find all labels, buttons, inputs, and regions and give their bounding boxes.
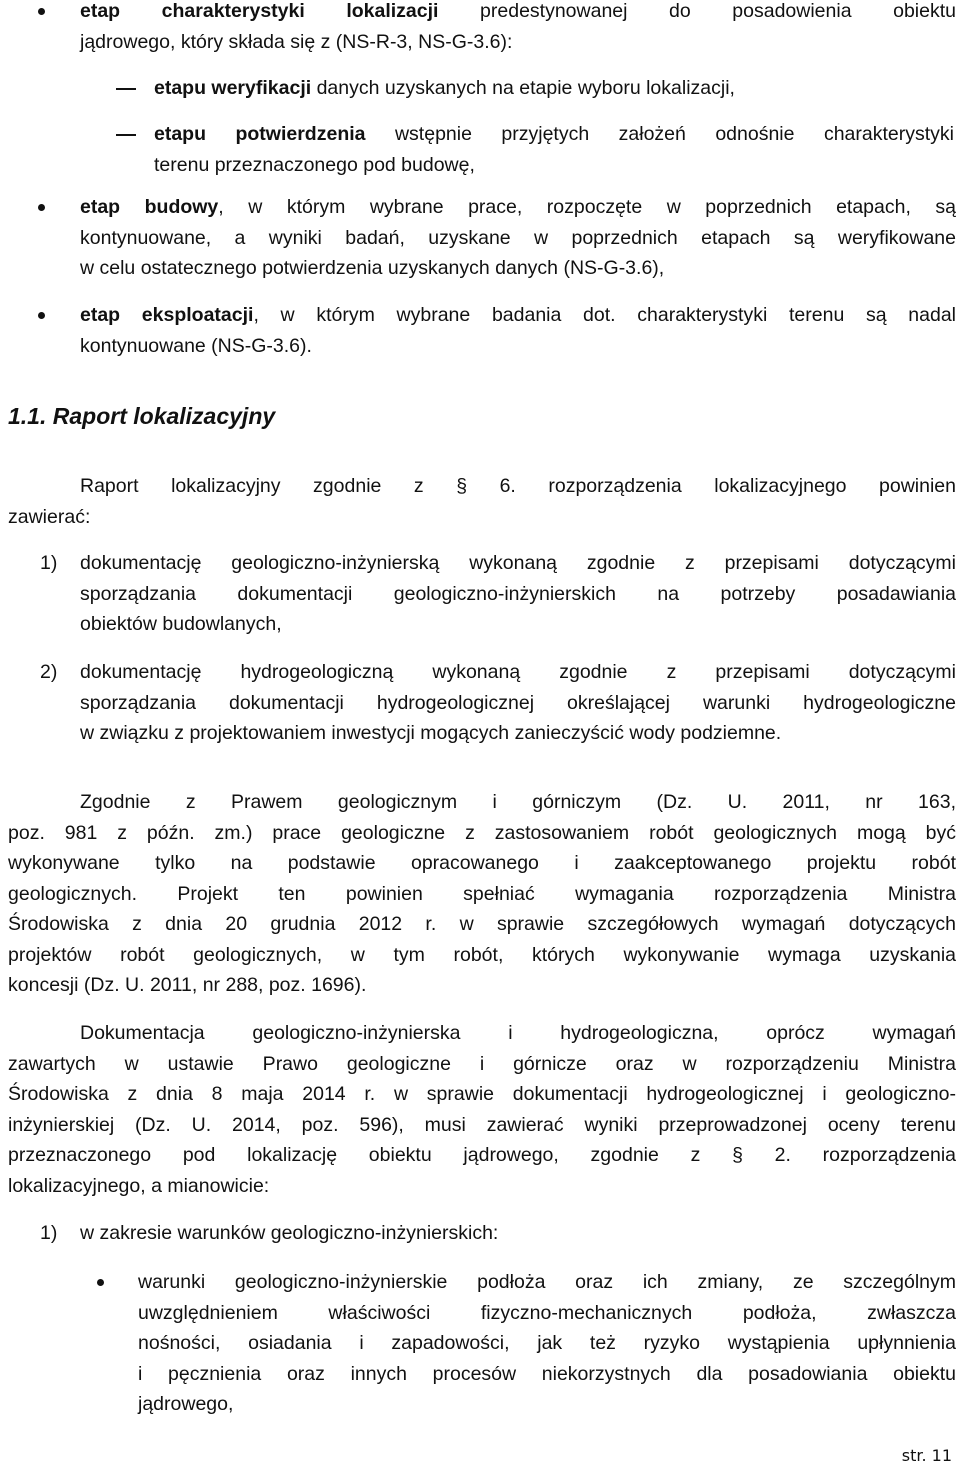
list-item bbox=[80, 548, 956, 640]
text-line: dokumentację hydrogeologiczną wykonaną zgodnie z przepisami dotyczącymi bbox=[80, 661, 956, 683]
bold-term: etapu weryfikacji bbox=[154, 77, 312, 99]
text-line: uwzględnieniem właściwości fizyczno-mechanicznych podłoża, zwłaszcza bbox=[138, 1301, 956, 1324]
list-item bbox=[154, 73, 954, 104]
text-line: Raport lokalizacyjny zgodnie z § 6. rozporządzenia lokalizacyjnego powinien bbox=[80, 475, 956, 497]
text-line: kontynuowane, a wyniki badań, uzyskane w poprzednich etapach są weryfikowane bbox=[80, 226, 956, 249]
dash-icon bbox=[116, 88, 136, 90]
intro-paragraph bbox=[8, 471, 956, 532]
bullet-icon bbox=[38, 312, 45, 319]
text-line: poz. 981 z późn. zm.) prace geologiczne z zastosowaniem robót geologicznych mogą być bbox=[8, 821, 956, 844]
text-line: jądrowego, bbox=[138, 1393, 234, 1415]
text-line: sporządzania dokumentacji geologiczno-inżynierskich na potrzeby posadawiania bbox=[80, 582, 956, 605]
text-line: terenu przeznaczonego pod budowę, bbox=[154, 153, 475, 176]
paragraph bbox=[8, 1018, 956, 1201]
text-line: Środowiska z dnia 20 grudnia 2012 r. w sprawie szczegółowych wymagań dotyczących bbox=[8, 913, 956, 935]
bold-term: etapu potwierdzenia bbox=[154, 123, 366, 145]
text-line: Dokumentacja geologiczno-inżynierska i hydrogeologiczna, oprócz wymagań bbox=[80, 1022, 956, 1044]
text-line: predestynowanej do posadowienia obiektu bbox=[438, 0, 956, 22]
text-line: w związku z projektowaniem inwestycji mogących zanieczyścić wody podziemne. bbox=[80, 722, 782, 744]
dash-icon bbox=[116, 134, 136, 136]
list-item bbox=[80, 192, 956, 284]
text-line: danych uzyskanych na etapie wyboru lokalizacji, bbox=[311, 77, 735, 99]
list-item bbox=[154, 119, 954, 180]
text-line: wstępnie przyjętych założeń odnośnie charakterystyki bbox=[365, 123, 954, 145]
section-heading: 1.1. Raport lokalizacyjny bbox=[8, 403, 276, 429]
list-item bbox=[80, 0, 956, 57]
text-line: dokumentację geologiczno-inżynierską wykonaną zgodnie z przepisami dotyczącymi bbox=[80, 552, 956, 574]
text-line: , w którym wybrane badania dot. charakterystyki terenu są nadal bbox=[253, 304, 956, 326]
list-item bbox=[80, 300, 956, 361]
text-line: sporządzania dokumentacji hydrogeologicznej określającej warunki hydrogeologiczne bbox=[80, 691, 956, 714]
text-line: jądrowego, który składa się z (NS-R-3, NS-G-3.6): bbox=[80, 30, 513, 53]
bold-term: etap charakterystyki lokalizacji bbox=[80, 0, 439, 22]
text-line: warunki geologiczno-inżynierskie podłoża oraz ich zmiany, ze szczególnym bbox=[138, 1271, 956, 1293]
list-number: 2) bbox=[40, 661, 58, 683]
text-line: wykonywane tylko na podstawie opracowanego i zaakceptowanego projektu robót bbox=[8, 852, 956, 874]
text-line: i pęcznienia oraz innych procesów niekorzystnych dla posadowiania obiektu bbox=[138, 1362, 956, 1385]
text-line: geologicznych. Projekt ten powinien spełniać wymagania rozporządzenia Ministra bbox=[8, 882, 956, 905]
bold-term: etap budowy bbox=[80, 196, 219, 218]
text-line: obiektów budowlanych, bbox=[80, 613, 282, 635]
list-item bbox=[138, 1267, 956, 1420]
text-line: Środowiska z dnia 8 maja 2014 r. w sprawie dokumentacji hydrogeologicznej i geologiczno- bbox=[8, 1083, 956, 1105]
text-line: projektów robót geologicznych, w tym robót, których wykonywanie wymaga uzyskania bbox=[8, 943, 956, 966]
text-line: lokalizacyjnego, a mianowicie: bbox=[8, 1174, 270, 1197]
page-number: str. 11 bbox=[901, 1446, 952, 1465]
text-line: przeznaczonego pod lokalizację obiektu jądrowego, zgodnie z § 2. rozporządzenia bbox=[8, 1144, 956, 1166]
text-line: koncesji (Dz. U. 2011, nr 288, poz. 1696). bbox=[8, 974, 367, 996]
text-line: Zgodnie z Prawem geologicznym i górniczym (Dz. U. 2011, nr 163, bbox=[80, 791, 956, 813]
text-line: inżynierskiej (Dz. U. 2014, poz. 596), musi zawierać wyniki przeprowadzonej oceny terenu bbox=[8, 1113, 956, 1136]
text-line: nośności, osiadania i zapadowości, jak też ryzyko wystąpienia upłynnienia bbox=[138, 1332, 956, 1354]
text-line: w celu ostatecznego potwierdzenia uzyskanych danych (NS-G-3.6), bbox=[80, 257, 665, 279]
bullet-icon bbox=[38, 204, 45, 211]
list-number: 1) bbox=[40, 1222, 58, 1244]
bullet-icon bbox=[97, 1279, 104, 1286]
bold-term: etap eksploatacji bbox=[80, 304, 254, 326]
list-number: 1) bbox=[40, 552, 58, 574]
text-line: , w którym wybrane prace, rozpoczęte w poprzednich etapach, są bbox=[218, 196, 956, 218]
bullet-icon bbox=[38, 8, 45, 15]
text-line: kontynuowane (NS-G-3.6). bbox=[80, 334, 312, 357]
list-item: w zakresie warunków geologiczno-inżynierskich: bbox=[80, 1222, 499, 1244]
list-item bbox=[80, 657, 956, 749]
text-line: zawierać: bbox=[8, 505, 91, 528]
paragraph bbox=[8, 787, 956, 1001]
text-line: zawartych w ustawie Prawo geologiczne i górnicze oraz w rozporządzeniu Ministra bbox=[8, 1052, 956, 1075]
